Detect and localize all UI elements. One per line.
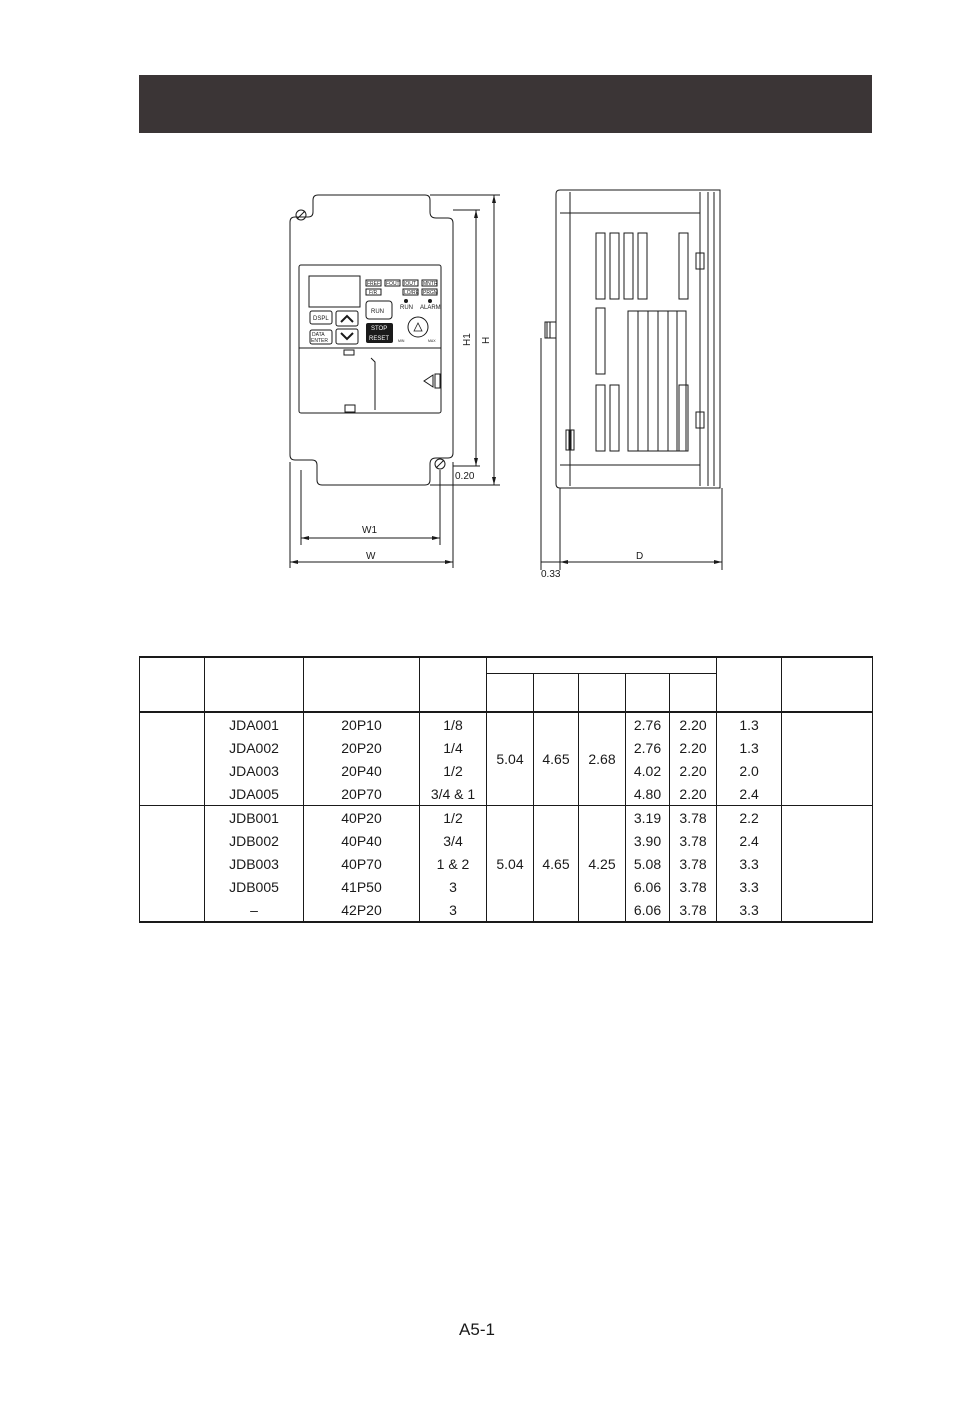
dim-cell: 3.78 <box>670 806 717 830</box>
hp-cell: 1/8 <box>420 712 487 736</box>
key-label-stop: STOP <box>371 326 388 332</box>
header-cell <box>205 657 304 712</box>
dim-cell: 5.08 <box>626 852 670 875</box>
sub-header-cell <box>626 674 670 713</box>
notes-cell <box>782 712 873 806</box>
weight-cell: 3.3 <box>717 875 782 898</box>
dim-cell: 5.04 <box>487 712 534 806</box>
code-cell: 20P70 <box>304 782 420 806</box>
model-cell: JDB003 <box>205 852 304 875</box>
dim-cell: 2.76 <box>626 712 670 736</box>
dim-cell: 6.06 <box>626 875 670 898</box>
dim-h-label: H <box>481 336 492 344</box>
dim-h1-label: H1 <box>462 333 473 346</box>
header-cell <box>304 657 420 712</box>
dim-offset-label: 0.20 <box>455 471 475 482</box>
dial-max-label: MAX <box>428 339 436 343</box>
code-cell: 40P40 <box>304 829 420 852</box>
table-row <box>140 712 873 736</box>
model-cell: JDA002 <box>205 736 304 759</box>
dim-cell: 2.20 <box>670 782 717 806</box>
indicator-prgm: PRGM <box>423 290 438 296</box>
dim-cell: 2.20 <box>670 712 717 736</box>
hp-cell: 1/2 <box>420 806 487 830</box>
group-cell <box>140 806 205 923</box>
model-cell: JDA001 <box>205 712 304 736</box>
up-key <box>336 311 358 326</box>
model-cell: JDA003 <box>205 759 304 782</box>
dim-w1-label: W1 <box>362 525 377 536</box>
sub-header-cell <box>534 674 579 713</box>
table-row <box>140 806 873 830</box>
header-cell <box>782 657 873 712</box>
dim-cell: 4.80 <box>626 782 670 806</box>
model-cell: JDB005 <box>205 875 304 898</box>
indicator-lore: LO/RE <box>404 290 420 296</box>
dial-min-label: MIN <box>398 339 405 343</box>
weight-cell: 1.3 <box>717 736 782 759</box>
code-cell: 42P20 <box>304 898 420 922</box>
dimensions-header-cell <box>487 657 717 674</box>
weight-cell: 2.4 <box>717 782 782 806</box>
indicator-fr: F/R <box>369 290 378 296</box>
hp-cell: 3 <box>420 898 487 922</box>
dim-cell: 5.04 <box>487 806 534 923</box>
dim-cell: 4.65 <box>534 712 579 806</box>
dim-cell: 3.78 <box>670 852 717 875</box>
dim-cell: 3.78 <box>670 829 717 852</box>
header-cell <box>717 657 782 712</box>
dim-cell: 2.20 <box>670 736 717 759</box>
weight-cell: 3.3 <box>717 898 782 922</box>
chapter-header-bar <box>139 75 872 133</box>
dim-cell: 3.19 <box>626 806 670 830</box>
model-cell: JDA005 <box>205 782 304 806</box>
dim-cell: 2.20 <box>670 759 717 782</box>
dimensions-table <box>139 656 873 923</box>
key-label-run: RUN <box>371 309 384 315</box>
run-indicator-label: RUN <box>400 305 413 311</box>
header-cell <box>140 657 205 712</box>
up-arrow-icon <box>341 316 353 322</box>
dim-cell: 6.06 <box>626 898 670 922</box>
model-cell: JDB002 <box>205 829 304 852</box>
dimension-drawing <box>280 180 740 590</box>
dim-cell: 4.65 <box>534 806 579 923</box>
code-cell: 41P50 <box>304 875 420 898</box>
weight-cell: 1.3 <box>717 712 782 736</box>
hp-cell: 3/4 & 1 <box>420 782 487 806</box>
weight-cell: 2.2 <box>717 806 782 830</box>
hp-cell: 1/2 <box>420 759 487 782</box>
display-window <box>309 276 360 307</box>
key-label-dspl: DSPL <box>313 316 329 322</box>
weight-cell: 2.0 <box>717 759 782 782</box>
indicator-fout: FOUT <box>386 281 400 287</box>
dim-cell: 4.25 <box>579 806 626 923</box>
cover-arrow-icon <box>424 375 433 387</box>
model-cell: JDB001 <box>205 806 304 830</box>
hp-cell: 1 & 2 <box>420 852 487 875</box>
code-cell: 20P20 <box>304 736 420 759</box>
alarm-indicator-label: ALARM <box>420 305 441 311</box>
weight-cell: 2.4 <box>717 829 782 852</box>
sub-header-cell <box>487 674 534 713</box>
dim-side-offset-label: 0.33 <box>541 569 561 580</box>
dim-w-label: W <box>366 551 376 562</box>
down-arrow-icon <box>341 333 353 339</box>
indicator-mntr: MNTR <box>423 281 438 287</box>
dim-cell: 3.90 <box>626 829 670 852</box>
model-cell: – <box>205 898 304 922</box>
key-label-enter: ENTER <box>311 338 328 344</box>
frequency-dial <box>408 317 428 337</box>
dim-cell: 3.78 <box>670 875 717 898</box>
down-key <box>336 329 358 344</box>
hp-cell: 3/4 <box>420 829 487 852</box>
dim-cell: 3.78 <box>670 898 717 922</box>
key-label-data: DATA <box>312 332 325 338</box>
group-cell <box>140 712 205 806</box>
code-cell: 40P20 <box>304 806 420 830</box>
dim-cell: 4.02 <box>626 759 670 782</box>
indicator-iout: IOUT <box>404 281 416 287</box>
notes-cell <box>782 806 873 923</box>
weight-cell: 3.3 <box>717 852 782 875</box>
hp-cell: 1/4 <box>420 736 487 759</box>
code-cell: 40P70 <box>304 852 420 875</box>
dim-cell: 2.76 <box>626 736 670 759</box>
sub-header-cell <box>579 674 626 713</box>
key-label-reset: RESET <box>369 336 390 342</box>
header-cell <box>420 657 487 712</box>
code-cell: 20P10 <box>304 712 420 736</box>
code-cell: 20P40 <box>304 759 420 782</box>
dim-d-label: D <box>636 551 644 562</box>
indicator-fref: FREF <box>367 281 381 287</box>
sub-header-cell <box>670 674 717 713</box>
page-number: A5-1 <box>459 1320 495 1339</box>
hp-cell: 3 <box>420 875 487 898</box>
dim-cell: 2.68 <box>579 712 626 806</box>
